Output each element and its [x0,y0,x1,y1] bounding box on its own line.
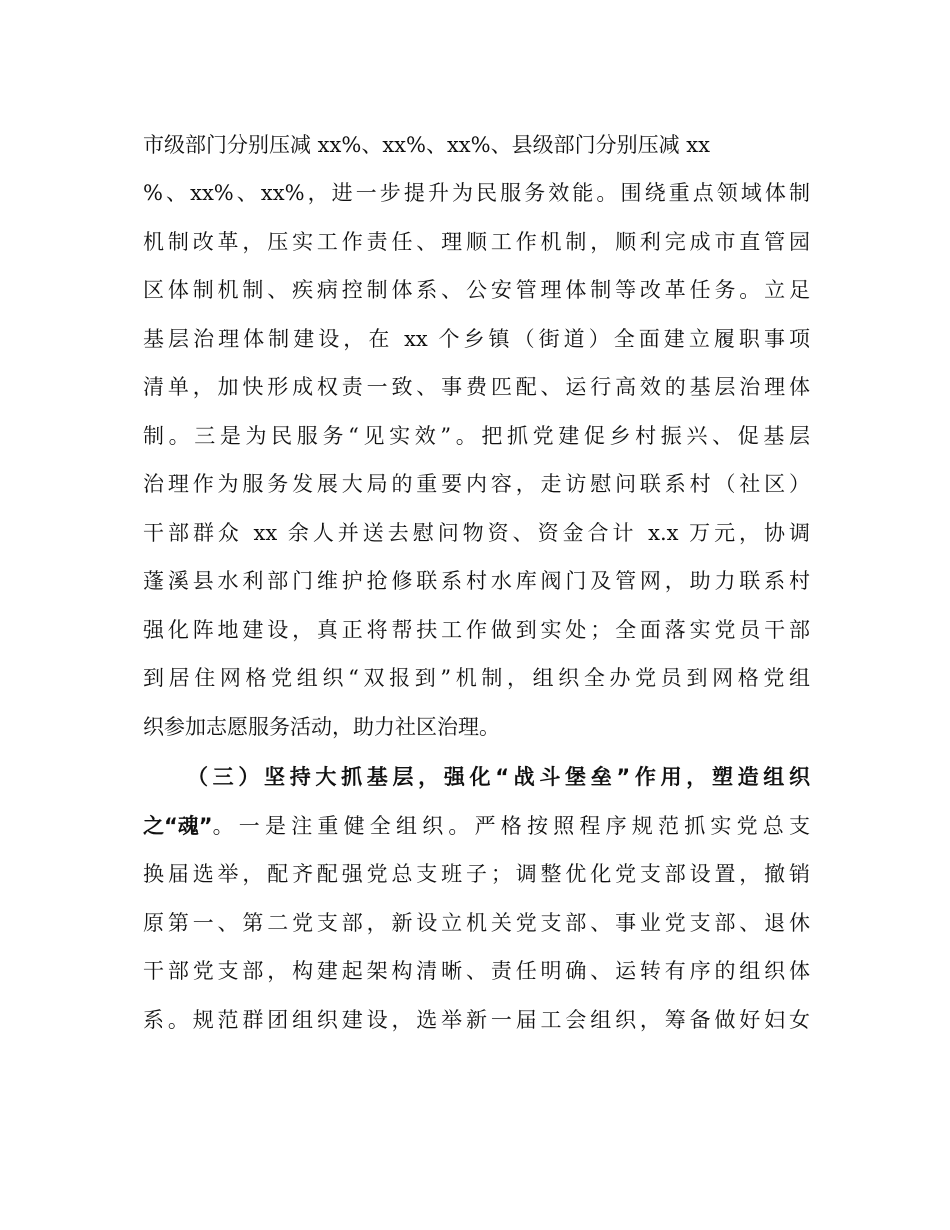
body-text-line: 清单，加快形成权责一致、事费匹配、运行高效的基层治理体 [143,375,810,399]
body-text-line: 系。规范群团组织建设，选举新一届工会组织，筹备做好妇女 [143,1008,810,1032]
body-text-line: 干部党支部，构建起架构清晰、责任明确、运转有序的组织体 [143,959,810,983]
body-text-line: 治理作为服务发展大局的重要内容，走访慰问联系村（社区） [143,472,810,496]
body-text-line: %、xx%、xx%，进一步提升为民服务效能。围绕重点领域体制 [143,181,810,205]
body-text-line: 机制改革，压实工作责任、理顺工作机制，顺利完成市直管园 [143,230,810,254]
body-text-line: 制。三是为民服务“见实效”。把抓党建促乡村振兴、促基层 [143,424,810,448]
body-text: 。一是注重健全组织。严格按照程序规范抓实党总支 [212,814,810,838]
section-heading-end: 之“魂” [143,814,213,838]
body-text-line: 织参加志愿服务活动，助力社区治理。 [143,715,500,739]
body-text-line: 干部群众 xx 余人并送去慰问物资、资金合计 x.x 万元，协调 [143,521,810,545]
body-text-line: 蓬溪县水利部门维护抢修联系村水库阀门及管网，助力联系村 [143,569,810,593]
section-heading: （三）坚持大抓基层，强化“战斗堡垒”作用，塑造组织 [187,765,810,789]
body-text-line [143,813,810,839]
body-text-line: 到居住网格党组织“双报到”机制，组织全办党员到网格党组 [143,666,810,690]
body-text-line: 换届选举，配齐配强党总支班子；调整优化党支部设置，撤销 [143,862,810,886]
body-text-line: 基层治理体制建设，在 xx 个乡镇（街道）全面建立履职事项 [143,327,810,351]
body-text-line: 市级部门分别压减 xx%、xx%、xx%、县级部门分别压减 xx [143,133,710,157]
body-text-line: 区体制机制、疾病控制体系、公安管理体制等改革任务。立足 [143,278,810,302]
body-text-line: 原第一、第二党支部，新设立机关党支部、事业党支部、退休 [143,911,810,935]
body-text-line: 强化阵地建设，真正将帮扶工作做到实处；全面落实党员干部 [143,618,810,642]
